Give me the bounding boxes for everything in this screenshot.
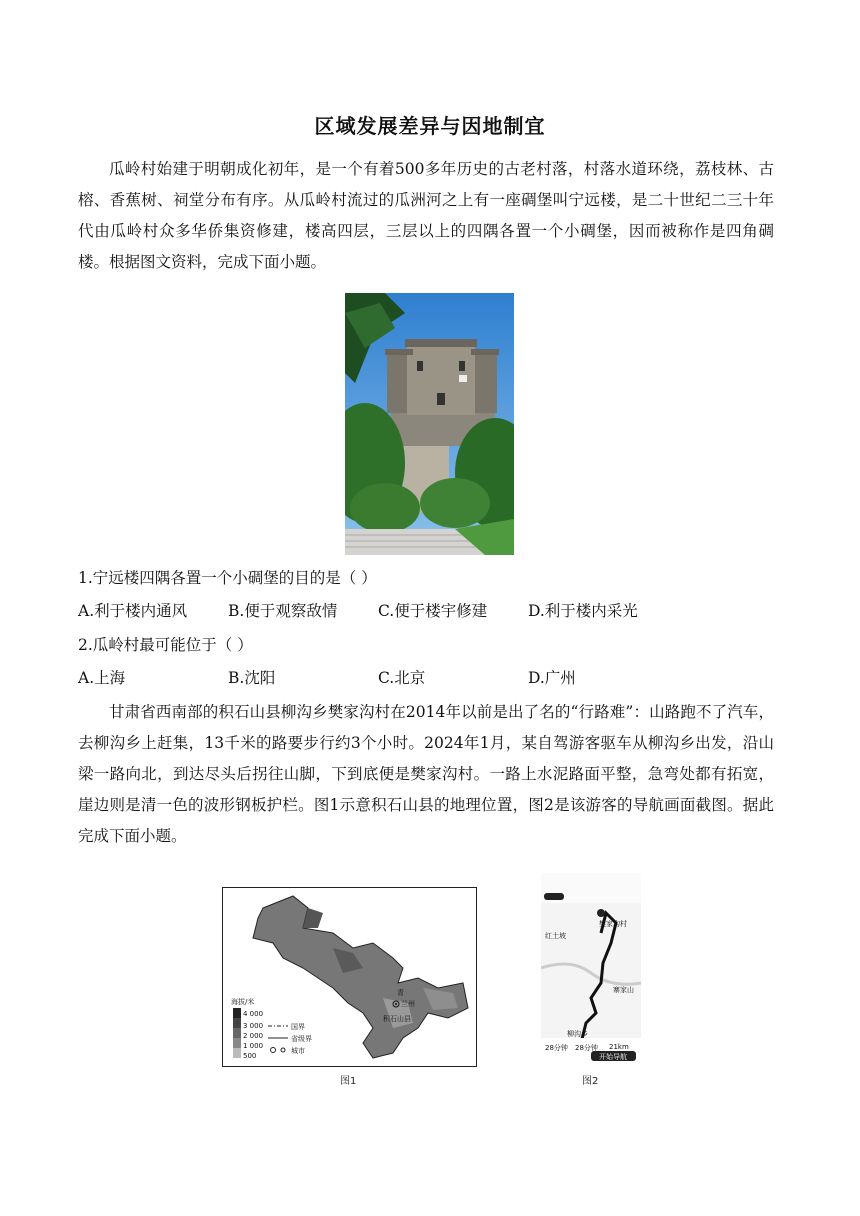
nav-route-option[interactable]: 28分钟 (575, 1044, 598, 1052)
legend-title: 海拔/米 (231, 998, 255, 1006)
nav-label-zhaijiashan: 寨家山 (613, 986, 634, 994)
legend-value: 4 000 (243, 1010, 264, 1018)
tower-photo (345, 293, 514, 555)
nav-label-liugouxiang: 柳沟乡 (567, 1030, 588, 1038)
question-2-stem: 2.瓜岭村最可能位于（ ） (78, 636, 253, 654)
nav-label-hongtupo: 红土坡 (545, 932, 566, 940)
figure-1-map (222, 887, 477, 1067)
q2-option-b[interactable]: B.沈阳 (228, 669, 276, 687)
q1-option-c[interactable]: C.便于楼宇修建 (378, 602, 488, 620)
q1-option-a[interactable]: A.利于楼内通风 (78, 602, 188, 620)
figure-2-caption: 图2 (582, 1076, 599, 1087)
legend-value: 3 000 (243, 1022, 264, 1030)
legend-provincial-border: 省级界 (291, 1035, 312, 1043)
start-navigation-button[interactable]: 开始导航 (599, 1053, 627, 1061)
legend-value: 500 (243, 1052, 257, 1060)
legend-national-border: 国界 (291, 1023, 305, 1031)
nav-route-option[interactable]: 28分钟 (545, 1044, 568, 1052)
q2-option-a[interactable]: A.上海 (78, 669, 126, 687)
q2-option-c[interactable]: C.北京 (378, 669, 426, 687)
map-label-qing: 青 (397, 989, 404, 997)
passage-2: 甘肃省西南部的积石山县柳沟乡樊家沟村在2014年以前是出了名的“行路难”：山路跑不了汽车，去柳沟乡上赶集，13千米的路要步行约3个小时。2024年1月，某自驾游客驱车从柳沟乡出发，沿山梁一路向北，到达尽头后拐往山脚，下到底便是樊家沟村。一路上水泥路面平整，急弯处都有拓宽，崖边则是清一色的波形钢板护栏。图1示意积石山县的地理位置，图2是该游客的导航画面截图。据此完成下面小题。 (78, 703, 774, 845)
legend-value: 1 000 (243, 1042, 264, 1050)
question-1-stem: 1.宁远楼四隅各置一个小碉堡的目的是（ ） (78, 569, 377, 587)
page-title: 区域发展差异与因地制宜 (314, 114, 546, 138)
passage-1: 瓜岭村始建于明朝成化初年，是一个有着500多年历史的古老村落，村落水道环绕，荔枝林、古榕、香蕉树、祠堂分布有序。从瓜岭村流过的瓜洲河之上有一座碉堡叫宁远楼，是二十世纪二三十年代由瓜岭村众多华侨集资修建，楼高四层，三层以上的四隅各置一个小碉堡，因而被称作是四角碉楼。根据图文资料，完成下面小题。 (78, 160, 774, 271)
q1-option-d[interactable]: D.利于楼内采光 (528, 602, 638, 620)
nav-route-option[interactable]: 21km (609, 1043, 629, 1051)
q2-option-d[interactable]: D.广州 (528, 669, 576, 687)
map-label-jishishan: 积石山县 (383, 1015, 411, 1023)
q1-option-b[interactable]: B.便于观察敌情 (228, 602, 338, 620)
legend-city: 城市 (291, 1047, 305, 1055)
nav-label-fanjiagou: 樊家沟村 (599, 920, 627, 928)
map-label-lanzhou: 兰州 (401, 1000, 415, 1008)
figure-1-caption: 图1 (340, 1076, 357, 1087)
figure-2-navigation (541, 873, 641, 1063)
legend-value: 2 000 (243, 1032, 264, 1040)
